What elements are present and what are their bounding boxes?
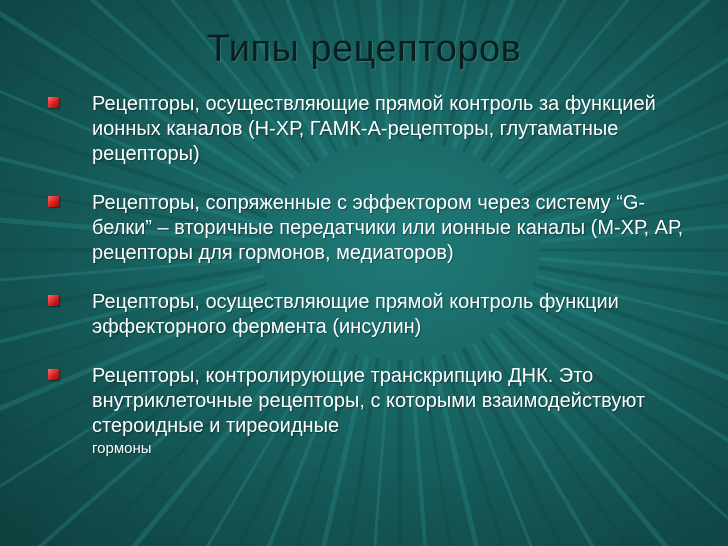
bullet-marker-icon [48,97,59,108]
bullet-list [48,92,688,459]
bullet-item [48,92,688,167]
bullet-item [48,290,688,340]
bullet-text: Рецепторы, сопряженные с эффектором через систему “G-белки” – вторичные передатчики или ионные каналы (М-ХР, АР, рецепторы для гормонов, медиаторов) [92,192,684,264]
bullet-text: Рецепторы, осуществляющие прямой контроль функции эффекторного фермента (инсулин) [92,291,619,338]
bullet-item [48,364,688,459]
bullet-item [48,191,688,266]
bullet-text [92,364,688,459]
bullet-marker-icon [48,369,59,380]
bullet-marker-icon [48,196,59,207]
bullet-text: Рецепторы, осуществляющие прямой контроль за функцией ионных каналов (Н-ХР, ГАМК-А-рецепторы, глутаматные рецепторы) [92,93,656,165]
bullet-marker-icon [48,295,59,306]
bullet-text-tail: гормоны [92,440,152,457]
bullet-text-main: Рецепторы, контролирующие транскрипцию ДНК. Это внутриклеточные рецепторы, с которыми взаимодействуют стероидные и тиреоидные [92,365,646,437]
slide-title: Типы рецепторов [206,28,522,70]
